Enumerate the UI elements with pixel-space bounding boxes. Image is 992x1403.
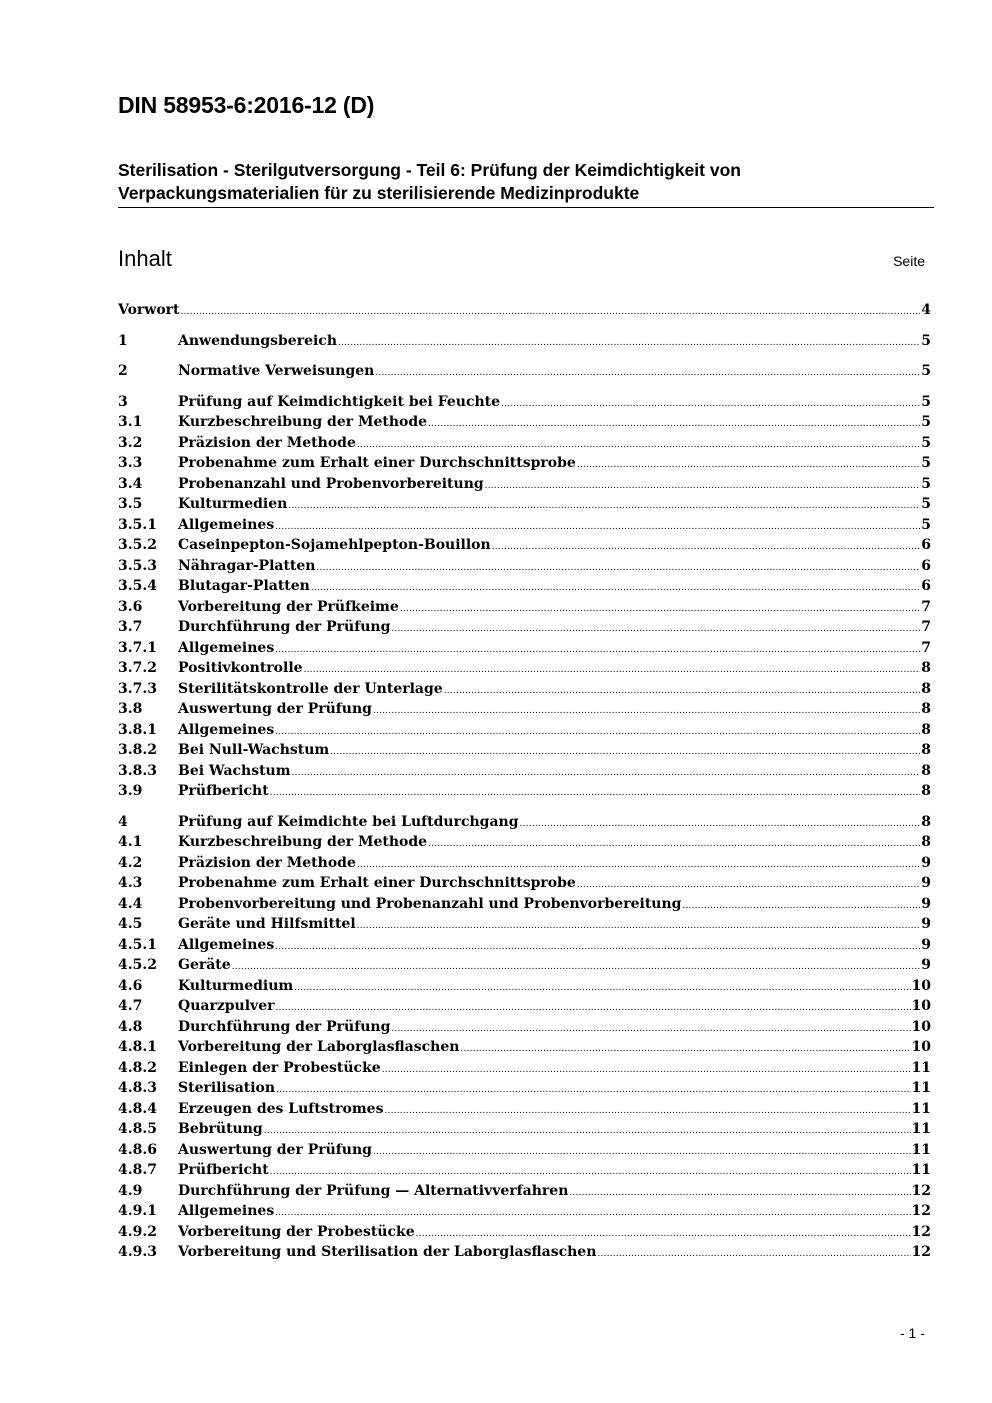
toc-entry-page: 12 [911,1223,931,1240]
toc-entry[interactable] [118,435,931,456]
toc-entry-page: 10 [911,977,931,994]
toc-entry-page: 10 [911,998,931,1014]
toc-entry-title: Vorbereitung und Sterilisation der Laborglasflaschen [178,1244,597,1260]
table-of-contents [118,302,931,1265]
toc-entry-title: Probenahme zum Erhalt einer Durchschnittsprobe [178,455,576,471]
toc-entry-number: 4.1 [118,834,143,850]
toc-entry-number: 4.5.1 [118,936,157,953]
toc-entry[interactable] [118,978,931,999]
toc-dot-leader [357,921,921,931]
toc-entry[interactable] [118,363,931,384]
toc-entry[interactable] [118,476,931,497]
toc-entry-title: Sterilisation [178,1080,276,1096]
toc-entry-title: Caseinpepton-Sojamehlpepton-Bouillon [178,537,491,553]
toc-entry-number: 3.4 [118,475,143,492]
toc-entry-number: 3.5 [118,496,143,512]
toc-entry-title: Quarzpulver [178,998,275,1014]
toc-entry[interactable] [118,455,931,476]
toc-entry-number: 3.6 [118,598,143,615]
toc-entry[interactable] [118,814,931,835]
toc-entry[interactable] [118,333,931,354]
toc-entry-page: 8 [921,813,931,830]
toc-entry-page: 8 [921,742,931,758]
toc-entry[interactable] [118,701,931,722]
toc-entry-title: Allgemeines [178,516,275,533]
toc-entry-page: 8 [921,834,931,850]
document-title [118,159,934,208]
toc-entry-page: 4 [921,302,931,318]
document-title-line-1: Sterilisation - Sterilgutversorgung - Teil 6: Prüfung der Keimdichtigkeit von [118,160,741,180]
toc-entry-number: 4.7 [118,998,143,1014]
toc-dot-leader [501,399,920,409]
toc-entry[interactable] [118,1203,931,1224]
toc-dot-leader [292,768,921,778]
toc-dot-leader [330,747,920,757]
toc-entry-page: 12 [911,1182,931,1199]
toc-dot-leader [400,604,920,614]
toc-entry-title: Positivkontrolle [178,660,303,676]
toc-dot-leader [275,1208,910,1218]
toc-entry[interactable] [118,1080,931,1101]
toc-entry[interactable] [118,998,931,1019]
toc-entry-page: 5 [921,332,931,349]
toc-entry-number: 4.9.1 [118,1203,157,1219]
toc-entry-title: Prüfbericht [178,1162,269,1178]
toc-dot-leader [492,542,921,552]
toc-entry-page: 9 [921,957,931,973]
toc-entry[interactable] [118,660,931,681]
toc-entry-title: Probenahme zum Erhalt einer Durchschnittsprobe [178,875,576,891]
toc-entry-number: 3.1 [118,414,143,430]
toc-entry[interactable] [118,599,931,620]
toc-entry-number: 4.5 [118,916,143,932]
toc-entry-title: Allgemeines [178,721,275,738]
toc-entry-number: 4.9 [118,1182,143,1199]
toc-entry-page: 12 [911,1203,931,1219]
toc-entry-title: Auswertung der Prüfung [178,701,372,717]
toc-dot-leader [373,1147,911,1157]
toc-entry-title: Vorbereitung der Prüfkeime [178,598,399,615]
toc-dot-leader [264,1126,911,1136]
toc-dot-leader [294,983,910,993]
toc-entry-page: 5 [921,496,931,512]
toc-dot-leader [384,1106,910,1116]
toc-entry[interactable] [118,681,931,702]
toc-dot-leader [428,839,920,849]
toc-entry[interactable] [118,834,931,855]
toc-dot-leader [276,1085,910,1095]
toc-entry-title: Prüfbericht [178,783,269,799]
toc-entry-title: Kulturmedium [178,977,294,994]
toc-entry-page: 11 [911,1059,931,1076]
toc-dot-leader [275,727,920,737]
toc-entry-page: 7 [921,598,931,615]
toc-entry-number: 4.8.4 [118,1100,157,1117]
toc-entry-page: 8 [921,762,931,779]
toc-dot-leader [391,624,920,634]
toc-dot-leader [416,1229,911,1239]
page-number: - 1 - [900,1325,925,1341]
toc-dot-leader [682,901,920,911]
toc-entry-page: 7 [921,639,931,656]
toc-entry[interactable] [118,875,931,896]
toc-entry-number: 3.8.1 [118,721,157,738]
toc-entry[interactable] [118,1224,931,1245]
toc-dot-leader [275,645,920,655]
toc-entry-number: 3.5.1 [118,516,157,533]
toc-entry-number: 4.3 [118,875,143,891]
toc-entry[interactable] [118,742,931,763]
toc-entry-number: 3.5.2 [118,537,157,553]
toc-entry-number: 3.2 [118,434,143,451]
toc-entry-title: Allgemeines [178,936,275,953]
toc-entry-page: 8 [921,783,931,799]
toc-dot-leader [485,481,921,491]
toc-entry-page: 11 [911,1080,931,1096]
toc-entry-page: 5 [921,475,931,492]
toc-dot-leader [460,1044,910,1054]
document-id: DIN 58953-6:2016-12 (D) [118,92,375,118]
toc-entry-page: 5 [921,434,931,451]
toc-entry-number: 4.4 [118,895,143,912]
toc-entry-title: Normative Verweisungen [178,363,375,379]
toc-entry-number: 4.8.2 [118,1059,157,1076]
toc-dot-leader [428,419,920,429]
toc-entry-page: 6 [921,557,931,574]
toc-entry-title: Geräte [178,957,231,973]
toc-dot-leader [270,1167,911,1177]
toc-entry-title: Nähragar-Platten [178,557,316,574]
toc-entry-number: 4.9.3 [118,1244,157,1260]
toc-entry-page: 9 [921,875,931,891]
toc-dot-leader [444,686,921,696]
toc-entry-page: 12 [911,1244,931,1260]
toc-entry-page: 9 [921,895,931,912]
toc-entry-number: 4.8.7 [118,1162,157,1178]
toc-entry[interactable] [118,937,931,958]
toc-dot-leader [270,788,921,798]
toc-entry-page: 9 [921,916,931,932]
toc-entry[interactable] [118,537,931,558]
toc-entry[interactable] [118,763,931,784]
toc-entry[interactable] [118,1162,931,1183]
toc-entry[interactable] [118,896,931,917]
toc-entry-title: Prüfung auf Keimdichtigkeit bei Feuchte [178,393,501,410]
toc-entry-title: Präzision der Methode [178,854,356,871]
toc-entry[interactable] [118,1183,931,1204]
toc-dot-leader [357,860,920,870]
toc-dot-leader [520,819,921,829]
toc-dot-leader [382,1065,911,1075]
toc-entry-page: 9 [921,936,931,953]
toc-dot-leader [316,563,920,573]
toc-entry[interactable] [118,558,931,579]
toc-entry[interactable] [118,1039,931,1060]
toc-entry-number: 2 [118,363,128,379]
toc-entry-title: Durchführung der Prüfung [178,1018,391,1035]
toc-entry-number: 3.3 [118,455,143,471]
toc-entry-number: 3.7 [118,619,143,635]
toc-entry[interactable] [118,1142,931,1163]
toc-entry[interactable] [118,1244,931,1265]
toc-entry-title: Sterilitätskontrolle der Unterlage [178,680,443,697]
toc-entry-number: 4.8.3 [118,1080,157,1096]
toc-entry-page: 5 [921,414,931,430]
toc-entry-number: 3.5.3 [118,557,157,574]
toc-entry-title: Bei Wachstum [178,762,291,779]
toc-entry-number: 4.6 [118,977,143,994]
toc-entry[interactable] [118,916,931,937]
toc-entry-title: Vorbereitung der Laborglasflaschen [178,1039,460,1055]
toc-dot-leader [375,368,920,378]
toc-entry-page: 11 [911,1100,931,1117]
toc-entry[interactable] [118,619,931,640]
document-title-line-2: Verpackungsmaterialien für zu sterilisierende Medizinprodukte [118,183,640,203]
toc-dot-leader [275,522,920,532]
toc-dot-leader [181,307,921,317]
toc-entry-number: 3.8 [118,701,143,717]
toc-entry-number: 1 [118,332,128,349]
toc-entry-number: 3.7.3 [118,680,157,697]
toc-entry-title: Probenvorbereitung und Probenanzahl und Probenvorbereitung [178,895,682,912]
toc-entry[interactable] [118,1121,931,1142]
toc-entry-title: Durchführung der Prüfung [178,619,391,635]
toc-entry-number: 4.2 [118,854,143,871]
toc-dot-leader [391,1024,910,1034]
toc-entry-page: 6 [921,578,931,594]
toc-entry-title: Vorbereitung der Probestücke [178,1223,415,1240]
toc-entry-page: 11 [911,1121,931,1137]
toc-entry-page: 10 [911,1039,931,1055]
toc-entry-number: 4 [118,813,128,830]
toc-entry-number: 4.8.1 [118,1039,157,1055]
toc-entry-title: Allgemeines [178,1203,275,1219]
toc-dot-leader [275,1003,910,1013]
toc-entry-page: 5 [921,516,931,533]
toc-entry-page: 8 [921,701,931,717]
toc-entry-page: 5 [921,363,931,379]
toc-entry-title: Allgemeines [178,639,275,656]
toc-entry-title: Präzision der Methode [178,434,356,451]
toc-entry-number: 3 [118,393,128,410]
toc-entry-number: 3.7.1 [118,639,157,656]
toc-entry[interactable] [118,394,931,415]
toc-entry-title: Erzeugen des Luftstromes [178,1100,384,1117]
toc-entry[interactable] [118,496,931,517]
toc-entry-title: Kurzbeschreibung der Methode [178,834,428,850]
toc-entry-number: 4.5.2 [118,957,157,973]
toc-entry-title: Blutagar-Platten [178,578,310,594]
toc-dot-leader [569,1188,910,1198]
toc-entry-number: 4.8 [118,1018,143,1035]
toc-entry-number: 4.8.5 [118,1121,157,1137]
toc-dot-leader [232,962,921,972]
toc-entry-number: 4.9.2 [118,1223,157,1240]
toc-entry[interactable] [118,640,931,661]
toc-dot-leader [577,880,920,890]
toc-entry[interactable] [118,722,931,743]
toc-entry-number: 3.8.3 [118,762,157,779]
toc-page-column-label: Seite [893,253,925,269]
toc-entry-page: 11 [911,1162,931,1178]
toc-entry-page: 9 [921,854,931,871]
toc-entry-title: Bei Null-Wachstum [178,742,330,758]
toc-entry-number: 3.8.2 [118,742,157,758]
toc-entry-number: Vorwort [118,302,180,318]
toc-heading: Inhalt [118,246,172,271]
toc-dot-leader [288,501,920,511]
toc-dot-leader [338,338,920,348]
toc-dot-leader [304,665,921,675]
toc-entry-page: 10 [911,1018,931,1035]
toc-entry-page: 8 [921,680,931,697]
toc-entry-page: 7 [921,619,931,635]
toc-entry[interactable] [118,1019,931,1040]
toc-entry-title: Auswertung der Prüfung [178,1141,372,1158]
toc-entry-title: Probenanzahl und Probenvorbereitung [178,475,484,492]
toc-entry-page: 5 [921,393,931,410]
toc-entry-title: Kurzbeschreibung der Methode [178,414,428,430]
toc-dot-leader [597,1249,910,1259]
toc-entry[interactable] [118,302,931,323]
toc-entry-number: 3.7.2 [118,660,157,676]
toc-dot-leader [357,440,920,450]
toc-entry[interactable] [118,957,931,978]
toc-entry-title: Prüfung auf Keimdichte bei Luftdurchgang [178,813,519,830]
toc-dot-leader [311,583,920,593]
toc-entry-title: Anwendungsbereich [178,332,337,349]
toc-entry-title: Geräte und Hilfsmittel [178,916,356,932]
toc-entry[interactable] [118,578,931,599]
toc-entry[interactable] [118,783,931,804]
toc-entry-page: 11 [911,1141,931,1158]
toc-entry[interactable] [118,517,931,538]
toc-entry-number: 3.5.4 [118,578,157,594]
toc-entry-title: Durchführung der Prüfung — Alternativverfahren [178,1182,569,1199]
toc-entry-page: 8 [921,721,931,738]
toc-entry-number: 3.9 [118,783,143,799]
toc-entry-number: 4.8.6 [118,1141,157,1158]
toc-entry[interactable] [118,414,931,435]
toc-dot-leader [577,460,920,470]
toc-dot-leader [373,706,920,716]
toc-entry-title: Kulturmedien [178,496,288,512]
toc-entry-page: 6 [921,537,931,553]
toc-entry-page: 8 [921,660,931,676]
toc-entry[interactable] [118,855,931,876]
toc-entry-page: 5 [921,455,931,471]
toc-entry-title: Bebrütung [178,1121,263,1137]
toc-entry[interactable] [118,1060,931,1081]
toc-dot-leader [275,942,920,952]
toc-entry-title: Einlegen der Probestücke [178,1059,381,1076]
toc-entry[interactable] [118,1101,931,1122]
